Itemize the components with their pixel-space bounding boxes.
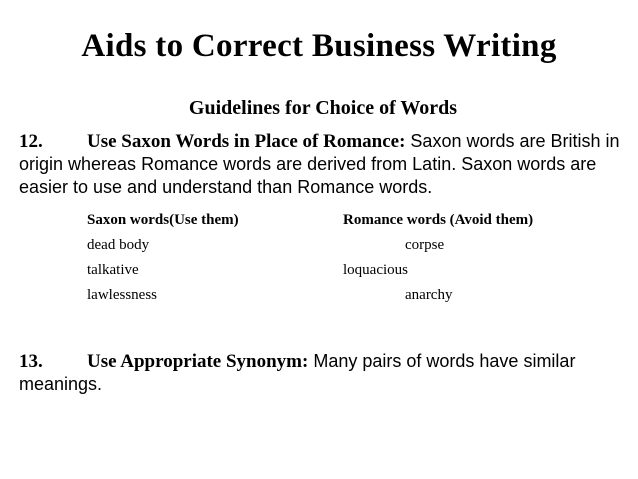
guideline-12-number: 12. xyxy=(19,131,43,152)
romance-word-cell: loquacious xyxy=(343,262,408,278)
table-row xyxy=(87,287,607,312)
guideline-12-body: Saxon words are British in origin whereas Romance words are derived from Latin. Saxon words are easier to use and understand than Romance words. xyxy=(19,131,620,197)
romance-word-cell: corpse xyxy=(405,237,445,253)
guideline-12 xyxy=(19,130,625,199)
romance-word-cell: anarchy xyxy=(405,287,453,303)
guideline-13-body: Many pairs of words have similar meanings. xyxy=(19,351,576,394)
table-header-row xyxy=(87,212,607,237)
guideline-13 xyxy=(19,350,625,396)
word-comparison-table xyxy=(87,212,607,312)
saxon-words-header: Saxon words(Use them) xyxy=(87,212,239,228)
guideline-13-heading: Use Appropriate Synonym: xyxy=(87,351,309,372)
saxon-word-cell: talkative xyxy=(87,262,139,278)
guideline-12-heading: Use Saxon Words in Place of Romance: xyxy=(87,131,406,152)
guideline-13-number: 13. xyxy=(19,351,43,372)
saxon-word-cell: dead body xyxy=(87,237,150,253)
romance-words-header: Romance words (Avoid them) xyxy=(343,212,534,228)
section-subtitle: Guidelines for Choice of Words xyxy=(188,97,458,119)
table-row xyxy=(87,237,607,262)
slide-title: Aids to Correct Business Writing xyxy=(81,28,557,64)
saxon-word-cell: lawlessness xyxy=(87,287,157,303)
table-row xyxy=(87,262,607,287)
